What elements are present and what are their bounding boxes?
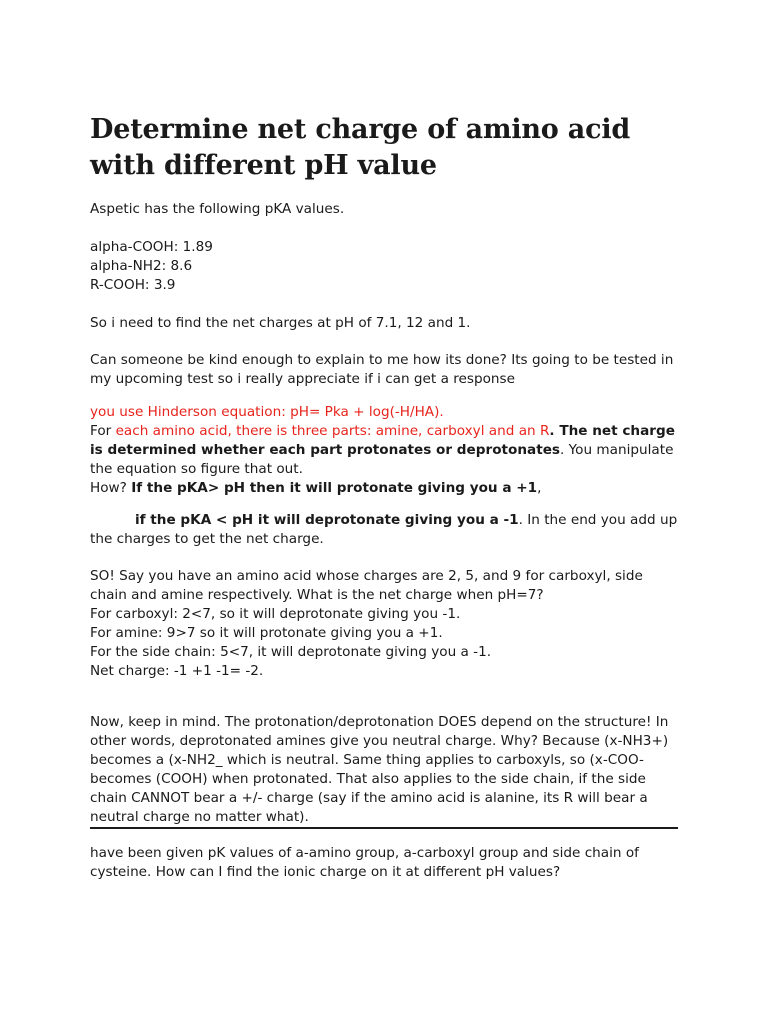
example-line: For the side chain: 5<7, it will deprotonate giving you a -1. bbox=[90, 644, 492, 660]
answer-how bbox=[90, 479, 680, 498]
pka-list bbox=[90, 238, 680, 295]
answer-how-bold: If the pKA> pH then it will protonate giving you a +1 bbox=[131, 480, 538, 496]
answer-how-suffix: , bbox=[537, 480, 542, 496]
page-title: Determine net charge of amino acid with different pH value bbox=[90, 114, 631, 181]
answer-second-bold: if the pKA < pH it will deprotonate giving you a -1 bbox=[135, 512, 519, 528]
note-paragraph: Now, keep in mind. The protonation/deprotonation DOES depend on the structure! In other words, deprotonated amines give you neutral charge. Why? Because (x-NH3+) becomes a (x-NH2_ which is neutral. Same thing applies to carboxyls, so (x-COO- becomes (COOH) when protonated. That also applies to the side chain, if the side chain CANNOT bear a +/- charge (say if the amino acid is alanine, its R will bear a neutral charge no matter what). bbox=[90, 714, 669, 825]
answer-paragraph bbox=[90, 422, 680, 479]
pka-item: R-COOH: 3.9 bbox=[90, 277, 176, 293]
answer-how-prefix: How? bbox=[90, 480, 132, 496]
answer-equation: you use Hinderson equation: pH= Pka + log(-H/HA). bbox=[90, 404, 444, 420]
question-text-2: Can someone be kind enough to explain to me how its done? Its going to be tested in my upcoming test so i really appreciate if i can get a response bbox=[90, 352, 674, 387]
answer-second-suffix: . In the end you add up the charges to get the net charge. bbox=[90, 512, 678, 547]
example-line: For amine: 9>7 so it will protonate giving you a +1. bbox=[90, 625, 443, 641]
question-text: So i need to find the net charges at pH of 7.1, 12 and 1. bbox=[90, 315, 471, 331]
answer-parts: each amino acid, there is three parts: amine, carboxyl and an R bbox=[115, 423, 550, 439]
example-line: Net charge: -1 +1 -1= -2. bbox=[90, 663, 264, 679]
second-question: have been given pK values of a-amino group, a-carboxyl group and side chain of cysteine. How can I find the ionic charge on it at different pH values? bbox=[90, 845, 639, 880]
answer-bold-sentence: . The net charge is determined whether each part protonates or deprotonates bbox=[90, 423, 675, 458]
example-intro: SO! Say you have an amino acid whose charges are 2, 5, and 9 for carboxyl, side chain and amine respectively. What is the net charge when pH=7? bbox=[90, 568, 643, 603]
answer-for-prefix: For bbox=[90, 423, 116, 439]
answer-block bbox=[90, 403, 680, 498]
answer-second-rule bbox=[90, 511, 680, 549]
answer-manipulate: . You manipulate the equation so figure that out. bbox=[90, 442, 674, 477]
example-line: For carboxyl: 2<7, so it will deprotonate giving you -1. bbox=[90, 606, 461, 622]
intro-text: Aspetic has the following pKA values. bbox=[90, 201, 345, 217]
pka-item: alpha-NH2: 8.6 bbox=[90, 258, 193, 274]
pka-item: alpha-COOH: 1.89 bbox=[90, 239, 213, 255]
divider bbox=[90, 827, 678, 829]
example-block bbox=[90, 567, 680, 681]
